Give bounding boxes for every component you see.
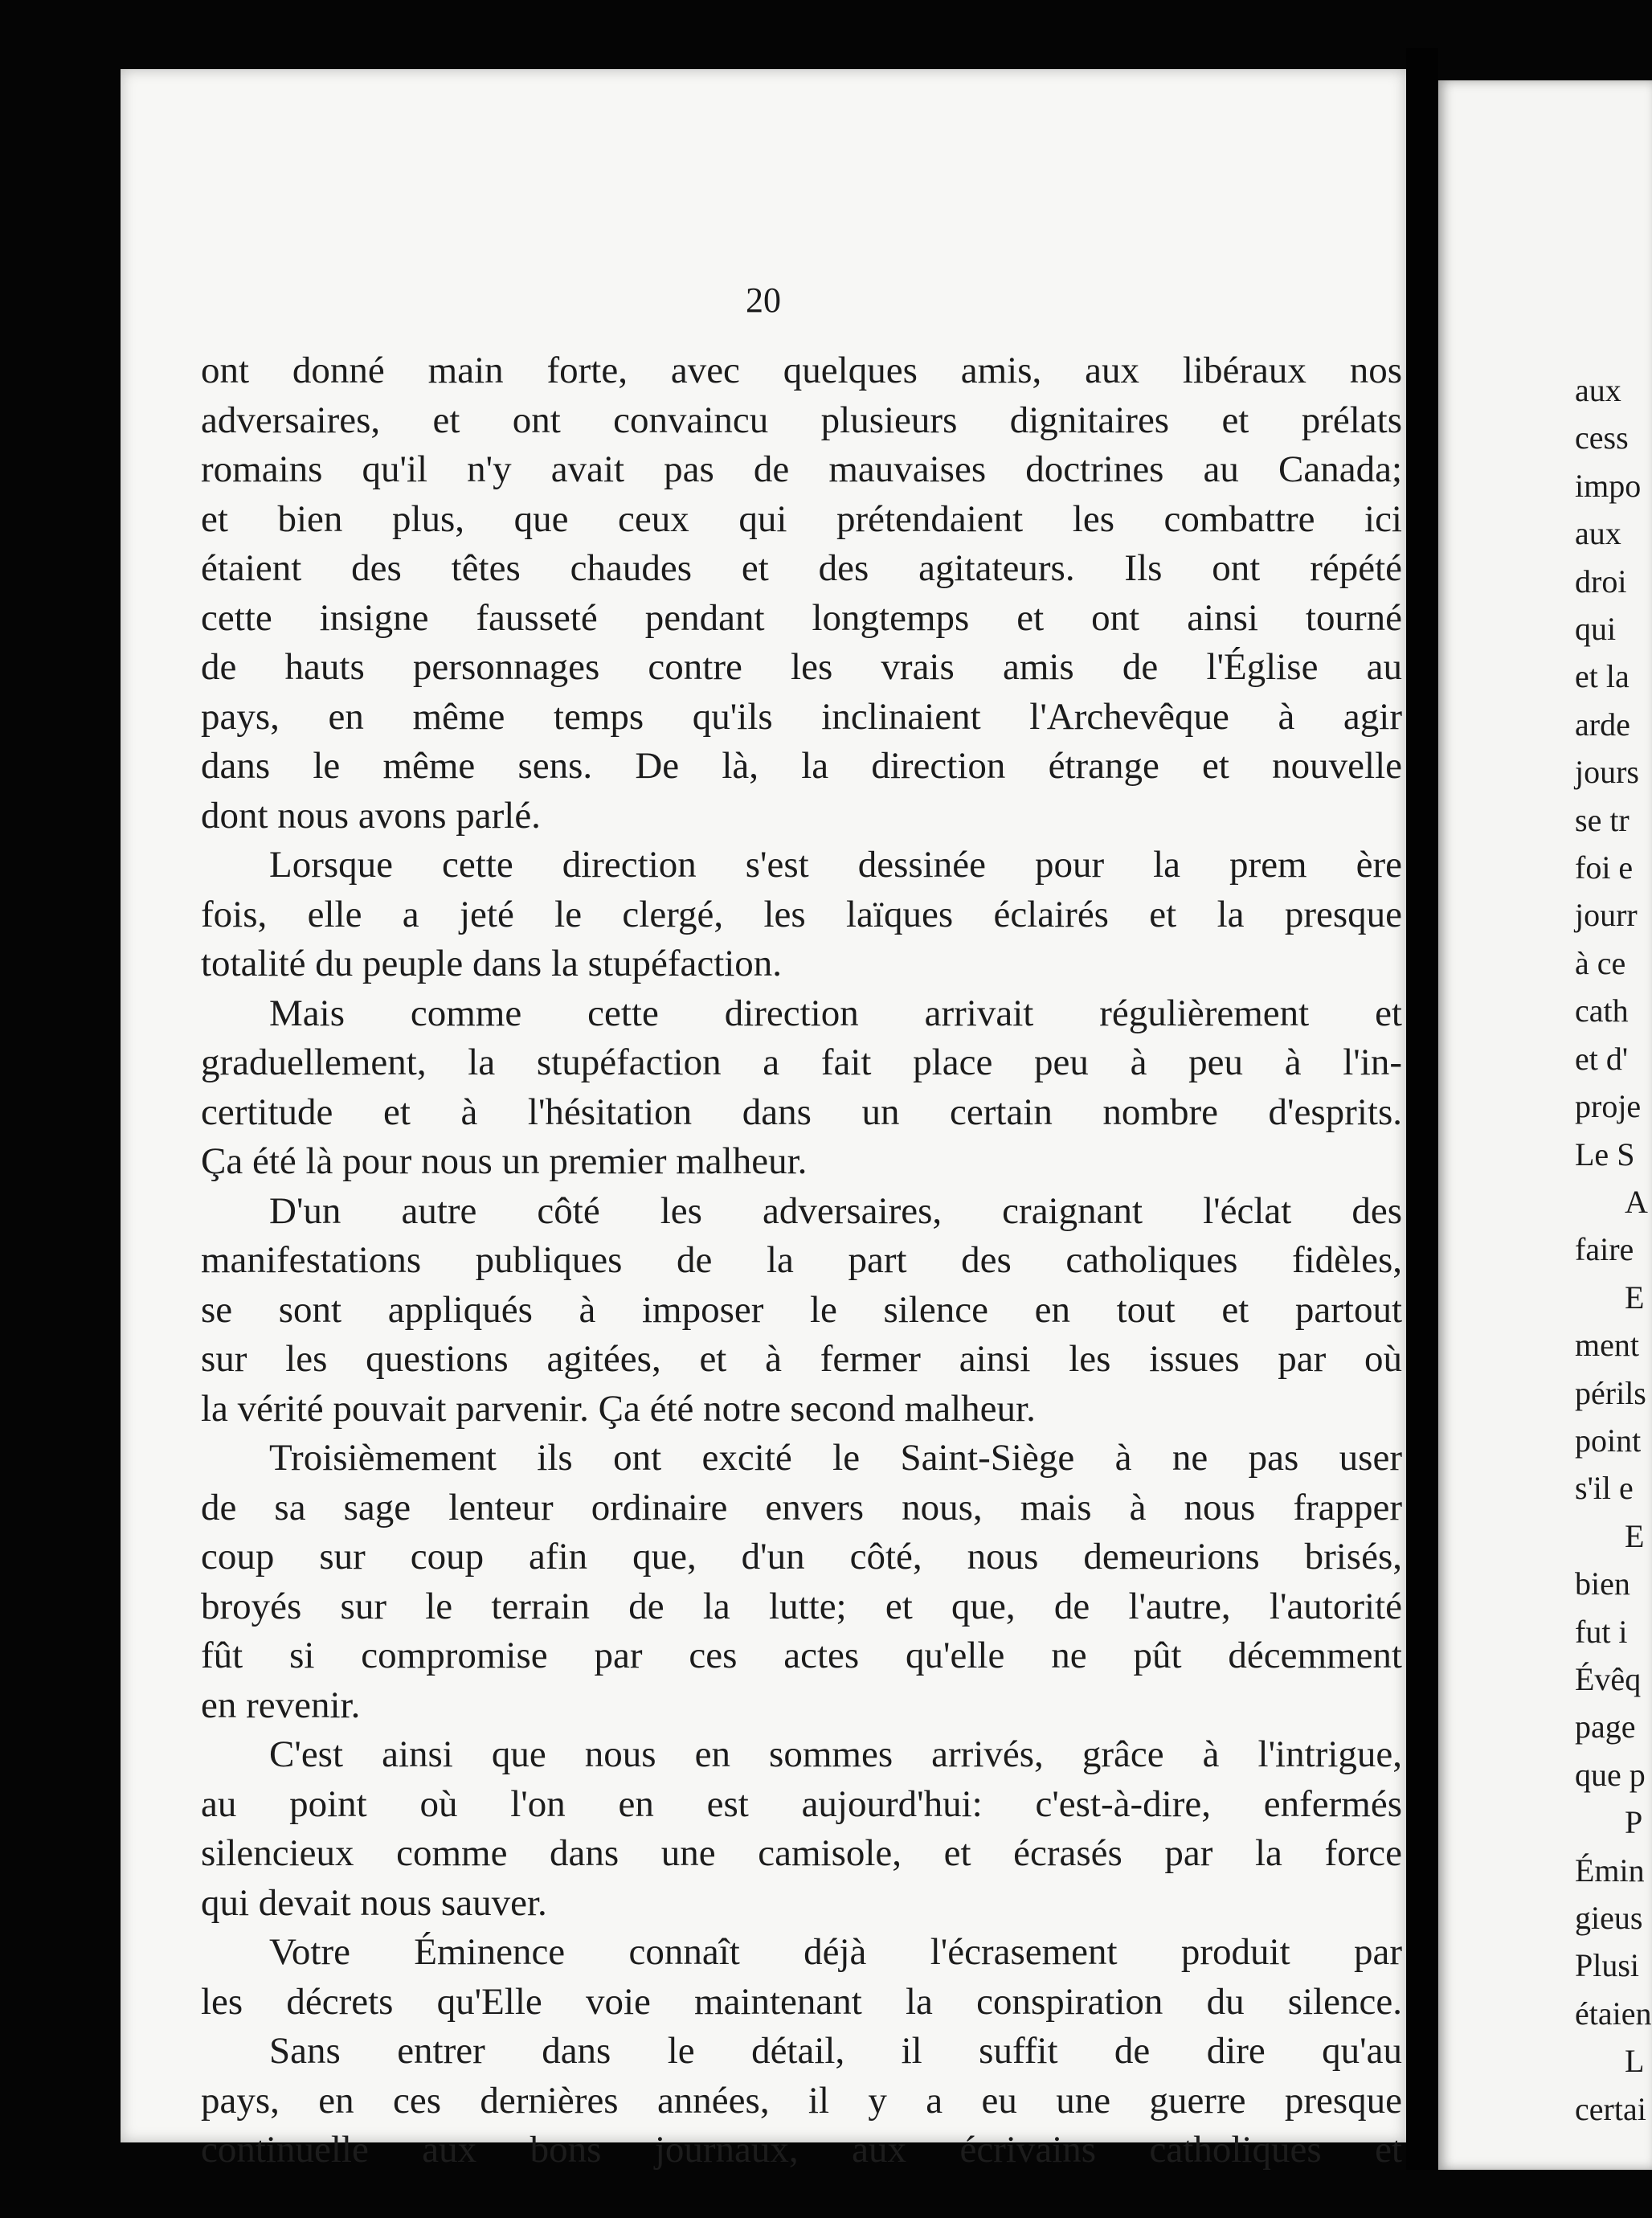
text-line: sur les questions agitées, et à fermer ainsi les issues par où <box>201 1338 1402 1380</box>
text-line-fragment: aux <box>1575 372 1621 408</box>
text-line-fragment: étaien <box>1575 1995 1652 2032</box>
text-line: se sont appliqués à imposer le silence en tout et partout <box>201 1288 1402 1331</box>
text-line-fragment: s'il e <box>1575 1470 1634 1507</box>
text-line-fragment: gieus <box>1575 1900 1643 1936</box>
text-line-fragment: jours <box>1575 754 1639 791</box>
text-line-fragment: que p <box>1575 1756 1646 1793</box>
text-line: Votre Éminence connaît déjà l'écrasement produit par <box>269 1931 1402 1973</box>
page-number: 20 <box>746 280 781 320</box>
text-line-fragment: Émin <box>1575 1852 1645 1889</box>
text-line: Ça été là pour nous un premier malheur. <box>201 1140 808 1182</box>
text-line: pays, en ces dernières années, il y a eu une guerre presque <box>201 2079 1402 2122</box>
text-line: en revenir. <box>201 1684 361 1726</box>
text-line: dont nous avons parlé. <box>201 794 541 837</box>
left-page-text <box>201 346 1402 2175</box>
text-line: certitude et à l'hésitation dans un certain nombre d'esprits. <box>201 1091 1402 1133</box>
text-line-fragment: point <box>1575 1422 1642 1459</box>
text-line-fragment: A <box>1625 1183 1648 1220</box>
text-line: romains qu'il n'y avait pas de mauvaises doctrines au Canada; <box>201 448 1402 490</box>
text-line: de hauts personnages contre les vrais amis de l'Église au <box>201 646 1402 688</box>
text-line: de sa sage lenteur ordinaire envers nous, mais à nous frapper <box>201 1486 1402 1528</box>
text-line: dans le même sens. De là, la direction étrange et nouvelle <box>201 745 1402 787</box>
text-line-fragment: E <box>1625 1517 1645 1554</box>
text-line-fragment: cath <box>1575 992 1629 1029</box>
text-line: silencieux comme dans une camisole, et écrasés par la force <box>201 1832 1402 1874</box>
text-line-fragment: se tr <box>1575 801 1630 838</box>
text-line: fois, elle a jeté le clergé, les laïques éclairés et la presque <box>201 893 1402 935</box>
text-line-fragment: arde <box>1575 706 1630 743</box>
text-line-fragment: Plusi <box>1575 1947 1640 1984</box>
text-line-fragment: aux <box>1575 515 1621 552</box>
text-line: coup sur coup afin que, d'un côté, nous demeurions brisés, <box>201 1536 1402 1578</box>
text-line-fragment: foi e <box>1575 849 1634 886</box>
text-line-fragment: à ce <box>1575 944 1626 981</box>
text-line-fragment: Le S <box>1575 1136 1635 1172</box>
text-line: au point où l'on en est aujourd'hui: c'est-à-dire, enfermés <box>201 1782 1402 1825</box>
text-line-fragment: et la <box>1575 658 1630 695</box>
text-line-fragment: bien <box>1575 1565 1630 1602</box>
text-line: cette insigne fausseté pendant longtemps et ont ainsi tourné <box>201 596 1402 639</box>
text-line-fragment: cess <box>1575 419 1629 456</box>
text-line: étaient des têtes chaudes et des agitateurs. Ils ont répété <box>201 547 1402 589</box>
text-line: Troisièmement ils ont excité le Saint-Siège à ne pas user <box>269 1437 1402 1479</box>
text-line: pays, en même temps qu'ils inclinaient l'Archevêque à agir <box>201 695 1402 738</box>
text-line: fût si compromise par ces actes qu'elle ne pût décemment <box>201 1635 1402 1676</box>
text-line: les décrets qu'Elle voie maintenant la conspiration du silence. <box>201 1980 1402 2023</box>
text-line: graduellement, la stupéfaction a fait place peu à peu à l'in- <box>201 1041 1402 1083</box>
left-page <box>121 69 1406 2171</box>
text-line: broyés sur le terrain de la lutte; et que, de l'autre, l'autorité <box>201 1585 1402 1627</box>
text-line: D'un autre côté les adversaires, craignant l'éclat des <box>269 1189 1402 1232</box>
text-line-fragment: certai <box>1575 2090 1646 2127</box>
text-line: qui devait nous sauver. <box>201 1881 547 1924</box>
text-line-fragment: Évêq <box>1575 1660 1642 1697</box>
text-line-fragment: page <box>1575 1709 1636 1745</box>
text-line-fragment: périls <box>1575 1374 1646 1411</box>
text-line-fragment: E <box>1625 1279 1645 1316</box>
text-line: adversaires, et ont convaincu plusieurs dignitaires et prélats <box>201 399 1402 441</box>
text-line-fragment: qui <box>1575 611 1617 648</box>
text-line: et bien plus, que ceux qui prétendaient les combattre ici <box>201 497 1402 540</box>
text-line-fragment: L <box>1625 2043 1645 2080</box>
text-line: Mais comme cette direction arrivait régulièrement et <box>269 992 1402 1034</box>
text-line-fragment: jourr <box>1575 897 1638 934</box>
text-line: continuelle aux bons journaux, aux écrivains catholiques et <box>201 2129 1402 2171</box>
right-page-text <box>1575 366 1652 2133</box>
text-line: la vérité pouvait parvenir. Ça été notre second malheur. <box>201 1387 1036 1430</box>
text-line-fragment: faire <box>1575 1231 1634 1268</box>
text-line: totalité du peuple dans la stupéfaction. <box>201 943 783 984</box>
text-line-fragment: droi <box>1575 563 1627 600</box>
text-line-fragment: et d' <box>1575 1040 1629 1077</box>
text-line: Sans entrer dans le détail, il suffit de dire qu'au <box>269 2030 1402 2072</box>
text-line-fragment: fut i <box>1575 1613 1628 1650</box>
text-line: Lorsque cette direction s'est dessinée pour la prem ère <box>269 844 1402 886</box>
text-line-fragment: impo <box>1575 467 1642 504</box>
text-line-fragment: P <box>1625 1804 1643 1841</box>
text-line: C'est ainsi que nous en sommes arrivés, grâce à l'intrigue, <box>269 1733 1402 1775</box>
right-page <box>1438 80 1652 2170</box>
text-line: manifestations publiques de la part des catholiques fidèles, <box>201 1239 1402 1281</box>
text-line-fragment: ment <box>1575 1327 1639 1364</box>
text-line-fragment: proje <box>1575 1088 1642 1125</box>
book-gutter <box>1406 48 1438 2170</box>
text-line: ont donné main forte, avec quelques amis, aux libéraux nos <box>201 350 1402 391</box>
